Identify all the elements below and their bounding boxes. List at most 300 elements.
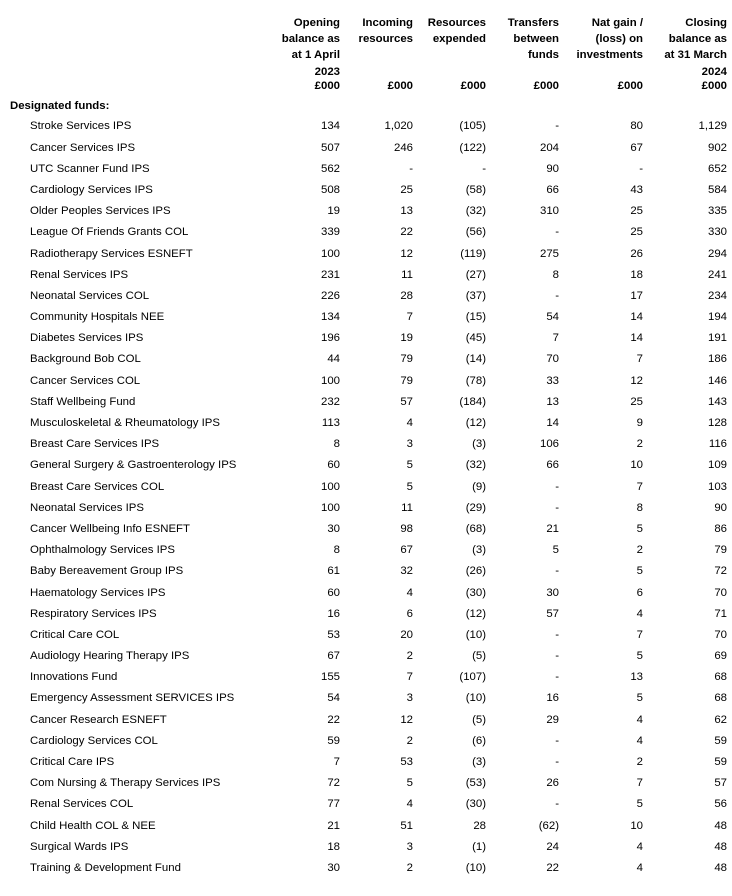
- fund-name: Child Health COL & NEE: [30, 819, 156, 832]
- value-cell: 100: [320, 501, 340, 514]
- table-row: [0, 688, 729, 709]
- fund-name: Cardiology Services IPS: [30, 183, 153, 196]
- value-cell: (1): [472, 840, 486, 853]
- value-cell: 60: [327, 586, 340, 599]
- value-cell: 116: [708, 438, 727, 451]
- value-cell: (6): [472, 734, 486, 747]
- value-cell: 2: [406, 650, 413, 663]
- value-cell: -: [639, 162, 643, 175]
- fund-name: Renal Services IPS: [30, 268, 129, 281]
- table-row: [0, 540, 729, 561]
- value-cell: -: [555, 480, 559, 493]
- table-row: [0, 624, 729, 645]
- value-cell: (10): [465, 861, 486, 874]
- value-cell: 12: [630, 374, 643, 387]
- value-cell: (53): [465, 777, 486, 790]
- value-cell: 70: [714, 628, 727, 641]
- value-cell: (45): [465, 332, 486, 345]
- value-cell: 134: [320, 120, 340, 133]
- table-row: [0, 709, 729, 730]
- value-cell: 30: [546, 586, 559, 599]
- value-cell: (122): [459, 141, 486, 154]
- value-cell: 5: [636, 692, 643, 705]
- value-cell: 48: [714, 861, 727, 874]
- header-investment-gain-loss: Nat gain / (loss) on investments: [576, 17, 643, 62]
- value-cell: 72: [327, 777, 340, 790]
- value-cell: 68: [714, 692, 727, 705]
- value-cell: 12: [400, 247, 413, 260]
- value-cell: 70: [546, 353, 559, 366]
- value-cell: (68): [465, 522, 486, 535]
- value-cell: 43: [630, 183, 643, 196]
- value-cell: 5: [636, 565, 643, 578]
- unit-cell: £000: [617, 79, 643, 92]
- value-cell: -: [482, 162, 486, 175]
- value-cell: 54: [327, 692, 340, 705]
- value-cell: 32: [400, 565, 413, 578]
- value-cell: 14: [546, 417, 559, 430]
- value-cell: 22: [327, 713, 340, 726]
- value-cell: 28: [473, 819, 486, 832]
- table-row: [0, 857, 729, 878]
- value-cell: 1,020: [384, 120, 413, 133]
- value-cell: 72: [714, 565, 727, 578]
- value-cell: 22: [546, 861, 559, 874]
- value-cell: 241: [707, 268, 727, 281]
- value-cell: 4: [636, 840, 643, 853]
- value-cell: 335: [707, 205, 727, 218]
- table-row: [0, 434, 729, 455]
- value-cell: 13: [400, 205, 413, 218]
- value-cell: 196: [320, 332, 340, 345]
- table-row: [0, 264, 729, 285]
- value-cell: 2: [636, 756, 643, 769]
- fund-name: Neonatal Services COL: [30, 289, 150, 302]
- value-cell: 2: [406, 734, 413, 747]
- value-cell: 5: [406, 480, 413, 493]
- value-cell: (3): [472, 544, 486, 557]
- value-cell: 275: [539, 247, 559, 260]
- value-cell: -: [555, 650, 559, 663]
- value-cell: -: [555, 565, 559, 578]
- value-cell: 62: [714, 713, 727, 726]
- value-cell: (107): [459, 671, 486, 684]
- value-cell: (14): [465, 353, 486, 366]
- units-label-blank: [0, 80, 272, 97]
- fund-name: Respiratory Services IPS: [30, 607, 157, 620]
- value-cell: (27): [465, 268, 486, 281]
- value-cell: 4: [636, 734, 643, 747]
- value-cell: -: [555, 798, 559, 811]
- fund-name: Audiology Hearing Therapy IPS: [30, 650, 190, 663]
- value-cell: 6: [636, 586, 643, 599]
- value-cell: 246: [393, 141, 413, 154]
- value-cell: 21: [546, 522, 559, 535]
- value-cell: 5: [636, 522, 643, 535]
- value-cell: 2: [636, 438, 643, 451]
- value-cell: 16: [546, 692, 559, 705]
- unit-cell: £000: [460, 79, 486, 92]
- value-cell: 8: [636, 501, 643, 514]
- table-row: [0, 243, 729, 264]
- value-cell: -: [555, 226, 559, 239]
- value-cell: (37): [465, 289, 486, 302]
- value-cell: 106: [539, 438, 559, 451]
- value-cell: 53: [400, 756, 413, 769]
- value-cell: (5): [472, 650, 486, 663]
- value-cell: 79: [400, 374, 413, 387]
- value-cell: 508: [320, 183, 340, 196]
- value-cell: 103: [707, 480, 727, 493]
- value-cell: (105): [459, 120, 486, 133]
- fund-name: Innovations Fund: [30, 671, 118, 684]
- value-cell: 226: [320, 289, 340, 302]
- value-cell: (3): [472, 756, 486, 769]
- value-cell: 90: [546, 162, 559, 175]
- table-row: [0, 158, 729, 179]
- value-cell: 7: [406, 671, 413, 684]
- value-cell: 19: [327, 205, 340, 218]
- value-cell: (58): [465, 183, 486, 196]
- fund-name: UTC Scanner Fund IPS: [30, 162, 150, 175]
- value-cell: 2: [636, 544, 643, 557]
- value-cell: 100: [320, 480, 340, 493]
- header-label-blank: [0, 0, 272, 80]
- value-cell: 79: [714, 544, 727, 557]
- value-cell: -: [555, 756, 559, 769]
- value-cell: 128: [707, 417, 727, 430]
- value-cell: 234: [707, 289, 727, 302]
- table-row: [0, 476, 729, 497]
- unit-cell: £000: [387, 79, 413, 92]
- value-cell: 2: [406, 861, 413, 874]
- value-cell: (184): [459, 395, 486, 408]
- table-row: [0, 667, 729, 688]
- value-cell: (15): [465, 311, 486, 324]
- value-cell: 11: [401, 268, 413, 281]
- value-cell: 4: [406, 417, 413, 430]
- value-cell: 330: [707, 226, 727, 239]
- value-cell: 10: [630, 819, 643, 832]
- header-incoming-resources: Incoming resources: [358, 17, 413, 46]
- value-cell: 59: [714, 756, 727, 769]
- value-cell: 19: [400, 332, 413, 345]
- value-cell: 22: [400, 226, 413, 239]
- fund-name: Training & Development Fund: [30, 861, 181, 874]
- value-cell: 77: [327, 798, 340, 811]
- table-row: [0, 582, 729, 603]
- table-row: [0, 730, 729, 751]
- fund-name: Critical Care COL: [30, 628, 120, 641]
- value-cell: 48: [714, 840, 727, 853]
- value-cell: 4: [636, 607, 643, 620]
- value-cell: 1,129: [698, 120, 727, 133]
- fund-name: Breast Care Services IPS: [30, 438, 160, 451]
- value-cell: 24: [546, 840, 559, 853]
- value-cell: (62): [538, 819, 559, 832]
- value-cell: 204: [539, 141, 559, 154]
- value-cell: 584: [707, 183, 727, 196]
- value-cell: 7: [333, 756, 340, 769]
- table-row: [0, 391, 729, 412]
- fund-name: Community Hospitals NEE: [30, 311, 165, 324]
- fund-name: Stroke Services IPS: [30, 120, 132, 133]
- section-row: [0, 97, 729, 116]
- value-cell: 194: [707, 311, 727, 324]
- fund-name: Cancer Wellbeing Info ESNEFT: [30, 522, 190, 535]
- value-cell: 68: [714, 671, 727, 684]
- value-cell: 54: [546, 311, 559, 324]
- value-cell: 902: [707, 141, 727, 154]
- value-cell: -: [555, 734, 559, 747]
- value-cell: 25: [400, 183, 413, 196]
- value-cell: 3: [406, 438, 413, 451]
- table-row: [0, 518, 729, 539]
- value-cell: 155: [320, 671, 340, 684]
- value-cell: 98: [400, 522, 413, 535]
- value-cell: 9: [636, 417, 643, 430]
- value-cell: 7: [636, 353, 643, 366]
- value-cell: 186: [707, 353, 727, 366]
- value-cell: 7: [552, 332, 559, 345]
- fund-name: General Surgery & Gastroenterology IPS: [30, 459, 237, 472]
- value-cell: 3: [406, 692, 413, 705]
- fund-name: Older Peoples Services IPS: [30, 205, 171, 218]
- table-row: [0, 412, 729, 433]
- value-cell: 11: [401, 501, 413, 514]
- value-cell: (12): [465, 607, 486, 620]
- value-cell: 134: [320, 311, 340, 324]
- fund-name: Emergency Assessment SERVICES IPS: [30, 692, 235, 705]
- fund-name: Diabetes Services IPS: [30, 332, 144, 345]
- table-row: [0, 773, 729, 794]
- unit-cell: £000: [701, 79, 727, 92]
- value-cell: 652: [707, 162, 727, 175]
- fund-name: Breast Care Services COL: [30, 480, 165, 493]
- value-cell: 56: [714, 798, 727, 811]
- table-row: [0, 307, 729, 328]
- value-cell: 53: [327, 628, 340, 641]
- value-cell: (56): [465, 226, 486, 239]
- units-row: [0, 80, 729, 97]
- value-cell: (10): [465, 628, 486, 641]
- value-cell: 57: [400, 395, 413, 408]
- fund-name: Staff Wellbeing Fund: [30, 395, 136, 408]
- fund-name: Cancer Services COL: [30, 374, 141, 387]
- value-cell: 25: [630, 205, 643, 218]
- value-cell: 100: [320, 374, 340, 387]
- value-cell: 109: [707, 459, 727, 472]
- table-row: [0, 751, 729, 772]
- table-row: [0, 836, 729, 857]
- value-cell: 30: [327, 522, 340, 535]
- value-cell: 66: [546, 459, 559, 472]
- value-cell: (32): [465, 205, 486, 218]
- value-cell: 86: [714, 522, 727, 535]
- table-row: [0, 179, 729, 200]
- value-cell: 7: [636, 777, 643, 790]
- table-row: [0, 370, 729, 391]
- value-cell: 8: [333, 544, 340, 557]
- value-cell: -: [555, 628, 559, 641]
- value-cell: 191: [707, 332, 727, 345]
- value-cell: 67: [400, 544, 413, 557]
- value-cell: 44: [327, 353, 340, 366]
- value-cell: 57: [714, 777, 727, 790]
- value-cell: 13: [630, 671, 643, 684]
- fund-name: Cancer Services IPS: [30, 141, 136, 154]
- fund-name: Haematology Services IPS: [30, 586, 166, 599]
- unit-cell: £000: [533, 79, 559, 92]
- value-cell: 5: [552, 544, 559, 557]
- value-cell: 6: [406, 607, 413, 620]
- value-cell: 51: [400, 819, 413, 832]
- value-cell: 14: [630, 311, 643, 324]
- header-resources-expended: Resources expended: [427, 17, 486, 46]
- value-cell: 8: [333, 438, 340, 451]
- value-cell: 67: [630, 141, 643, 154]
- header-transfers: Transfers between funds: [507, 17, 559, 62]
- section-title: Designated funds:: [10, 100, 110, 113]
- table-row: [0, 328, 729, 349]
- value-cell: 7: [636, 628, 643, 641]
- value-cell: 79: [400, 353, 413, 366]
- value-cell: 4: [406, 586, 413, 599]
- table-row: [0, 794, 729, 815]
- value-cell: 60: [327, 459, 340, 472]
- value-cell: (10): [465, 692, 486, 705]
- table-row: [0, 497, 729, 518]
- value-cell: 80: [630, 120, 643, 133]
- value-cell: 26: [546, 777, 559, 790]
- table-row: [0, 646, 729, 667]
- value-cell: 25: [630, 395, 643, 408]
- header-closing-balance: Closing balance as at 31 March 2024: [664, 17, 727, 78]
- value-cell: (5): [472, 713, 486, 726]
- value-cell: (30): [465, 798, 486, 811]
- value-cell: 59: [327, 734, 340, 747]
- value-cell: 146: [707, 374, 727, 387]
- value-cell: (30): [465, 586, 486, 599]
- value-cell: (12): [465, 417, 486, 430]
- value-cell: 5: [406, 459, 413, 472]
- fund-name: Musculoskeletal & Rheumatology IPS: [30, 417, 220, 430]
- value-cell: 232: [320, 395, 340, 408]
- fund-name: Cancer Research ESNEFT: [30, 713, 167, 726]
- value-cell: 66: [546, 183, 559, 196]
- table-row: [0, 455, 729, 476]
- fund-name: Neonatal Services IPS: [30, 501, 144, 514]
- value-cell: -: [555, 671, 559, 684]
- table-row: [0, 116, 729, 137]
- value-cell: 67: [327, 650, 340, 663]
- value-cell: 339: [320, 226, 340, 239]
- fund-name: Renal Services COL: [30, 798, 134, 811]
- value-cell: 16: [327, 607, 340, 620]
- header-row: [0, 0, 729, 80]
- value-cell: 5: [406, 777, 413, 790]
- value-cell: 294: [707, 247, 727, 260]
- header-opening-balance: Opening balance as at 1 April 2023: [281, 17, 340, 78]
- value-cell: 8: [552, 268, 559, 281]
- fund-name: Surgical Wards IPS: [30, 840, 129, 853]
- table-row: [0, 201, 729, 222]
- value-cell: 310: [539, 205, 559, 218]
- value-cell: 33: [546, 374, 559, 387]
- value-cell: -: [555, 289, 559, 302]
- value-cell: 70: [714, 586, 727, 599]
- value-cell: -: [409, 162, 413, 175]
- value-cell: (29): [465, 501, 486, 514]
- value-cell: 12: [400, 713, 413, 726]
- value-cell: (78): [465, 374, 486, 387]
- table-row: [0, 349, 729, 370]
- value-cell: 29: [546, 713, 559, 726]
- fund-name: Baby Bereavement Group IPS: [30, 565, 184, 578]
- value-cell: 48: [714, 819, 727, 832]
- value-cell: 13: [546, 395, 559, 408]
- value-cell: 3: [406, 840, 413, 853]
- value-cell: 231: [320, 268, 340, 281]
- value-cell: (26): [465, 565, 486, 578]
- fund-name: Critical Care IPS: [30, 756, 115, 769]
- value-cell: 14: [630, 332, 643, 345]
- value-cell: 59: [714, 734, 727, 747]
- value-cell: 20: [400, 628, 413, 641]
- value-cell: 71: [714, 607, 727, 620]
- table-row: [0, 222, 729, 243]
- fund-name: League Of Friends Grants COL: [30, 226, 189, 239]
- value-cell: 4: [636, 713, 643, 726]
- table-row: [0, 137, 729, 158]
- fund-name: Background Bob COL: [30, 353, 141, 366]
- value-cell: 5: [636, 650, 643, 663]
- value-cell: 57: [546, 607, 559, 620]
- value-cell: 5: [636, 798, 643, 811]
- value-cell: (32): [465, 459, 486, 472]
- value-cell: 69: [714, 650, 727, 663]
- value-cell: 113: [321, 417, 340, 430]
- value-cell: 18: [630, 268, 643, 281]
- value-cell: (3): [472, 438, 486, 451]
- value-cell: 562: [320, 162, 340, 175]
- value-cell: 7: [636, 480, 643, 493]
- value-cell: 30: [327, 861, 340, 874]
- value-cell: 143: [707, 395, 727, 408]
- value-cell: 90: [714, 501, 727, 514]
- value-cell: 4: [636, 861, 643, 874]
- table-row: [0, 561, 729, 582]
- value-cell: 18: [327, 840, 340, 853]
- value-cell: 21: [327, 819, 340, 832]
- value-cell: -: [555, 120, 559, 133]
- value-cell: 100: [320, 247, 340, 260]
- table-row: [0, 285, 729, 306]
- value-cell: 10: [630, 459, 643, 472]
- table-row: [0, 815, 729, 836]
- fund-name: Com Nursing & Therapy Services IPS: [30, 777, 221, 790]
- fund-name: Radiotherapy Services ESNEFT: [30, 247, 193, 260]
- value-cell: (9): [472, 480, 486, 493]
- value-cell: (119): [460, 247, 486, 260]
- value-cell: -: [555, 501, 559, 514]
- fund-name: Ophthalmology Services IPS: [30, 544, 175, 557]
- value-cell: 61: [327, 565, 340, 578]
- unit-cell: £000: [314, 79, 340, 92]
- value-cell: 17: [630, 289, 643, 302]
- value-cell: 25: [630, 226, 643, 239]
- fund-name: Cardiology Services COL: [30, 734, 158, 747]
